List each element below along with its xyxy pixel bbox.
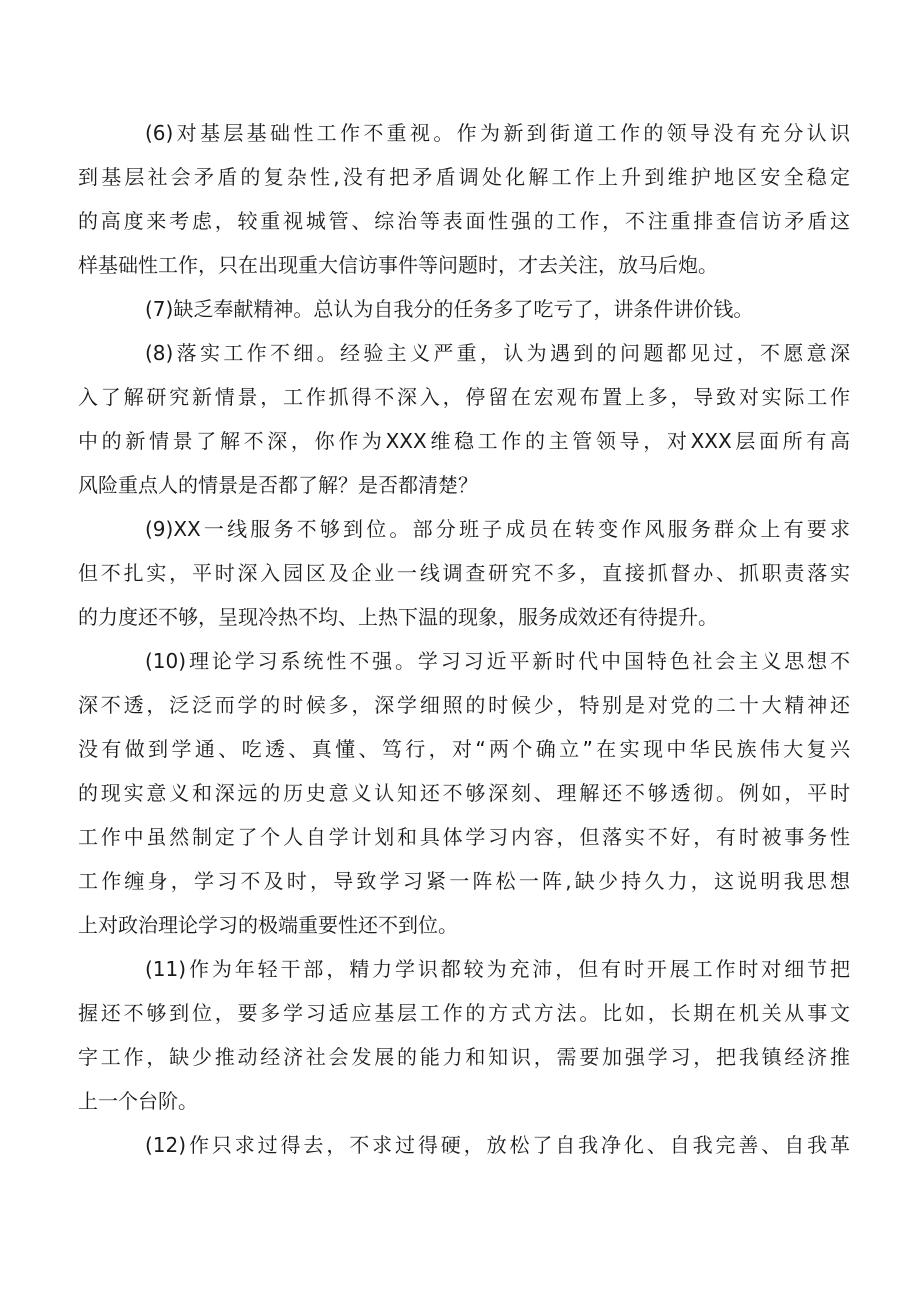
- paragraph-10-line-7: 上对政治理论学习的极端重要性还不到位。: [78, 913, 458, 937]
- paragraph-10-line-1: (10)理论学习系统性不强。学习习近平新时代中国特色社会主义思想不: [145, 649, 850, 673]
- paragraph-11-line-2: 握还不够到位，要多学习适应基层工作的方式方法。比如，长期在机关从事文: [78, 1001, 850, 1025]
- paragraph-10-line-3: 没有做到学通、吃透、真懂、笃行，对“两个确立”在实现中华民族伟大复兴: [78, 737, 850, 761]
- paragraph-10-line-5: 工作中虽然制定了个人自学计划和具体学习内容，但落实不好，有时被事务性: [78, 825, 850, 849]
- paragraph-10-line-6: 工作缠身，学习不及时，导致学习紧一阵松一阵,缺少持久力，这说明我思想: [78, 869, 850, 893]
- paragraph-6-line-4: 样基础性工作，只在出现重大信访事件等问题时，才去关注，放马后炮。: [78, 253, 718, 277]
- paragraph-9-line-3: 的力度还不够，呈现冷热不均、上热下温的现象，服务成效还有待提升。: [78, 605, 718, 629]
- paragraph-8-line-3: 中的新情景了解不深，你作为XXX维稳工作的主管领导，对XXX层面所有高: [78, 429, 850, 453]
- paragraph-8-line-1: (8)落实工作不细。经验主义严重，认为遇到的问题都见过，不愿意深: [145, 341, 850, 365]
- paragraph-10-line-2: 深不透，泛泛而学的时候多，深学细照的时候少，特别是对党的二十大精神还: [78, 693, 850, 717]
- paragraph-8-line-2: 入了解研究新情景，工作抓得不深入，停留在宏观布置上多，导致对实际工作: [78, 385, 850, 409]
- paragraph-6-line-3: 的高度来考虑，较重视城管、综治等表面性强的工作，不注重排查信访矛盾这: [78, 209, 850, 233]
- paragraph-11-line-4: 上一个台阶。: [78, 1089, 198, 1113]
- paragraph-6-line-1: (6)对基层基础性工作不重视。作为新到街道工作的领导没有充分认识: [145, 121, 850, 145]
- paragraph-7-line-1: (7)缺乏奉献精神。总认为自我分的任务多了吃亏了，讲条件讲价钱。: [145, 297, 754, 321]
- paragraph-6-line-2: 到基层社会矛盾的复杂性,没有把矛盾调处化解工作上升到维护地区安全稳定: [78, 165, 850, 189]
- paragraph-9-line-2: 但不扎实，平时深入园区及企业一线调查研究不多，直接抓督办、抓职责落实: [78, 561, 850, 585]
- paragraph-11-line-3: 字工作，缺少推动经济社会发展的能力和知识，需要加强学习，把我镇经济推: [78, 1045, 850, 1069]
- paragraph-8-line-4: 风险重点人的情景是否都了解？是否都清楚？: [78, 473, 478, 497]
- paragraph-10-line-4: 的现实意义和深远的历史意义认知还不够深刻、理解还不够透彻。例如，平时: [78, 781, 850, 805]
- paragraph-9-line-1: (9)XX一线服务不够到位。部分班子成员在转变作风服务群众上有要求: [145, 517, 850, 541]
- paragraph-11-line-1: (11)作为年轻干部，精力学识都较为充沛，但有时开展工作时对细节把: [145, 957, 850, 981]
- paragraph-12-line-1: (12)作只求过得去，不求过得硬，放松了自我净化、自我完善、自我革: [145, 1133, 850, 1157]
